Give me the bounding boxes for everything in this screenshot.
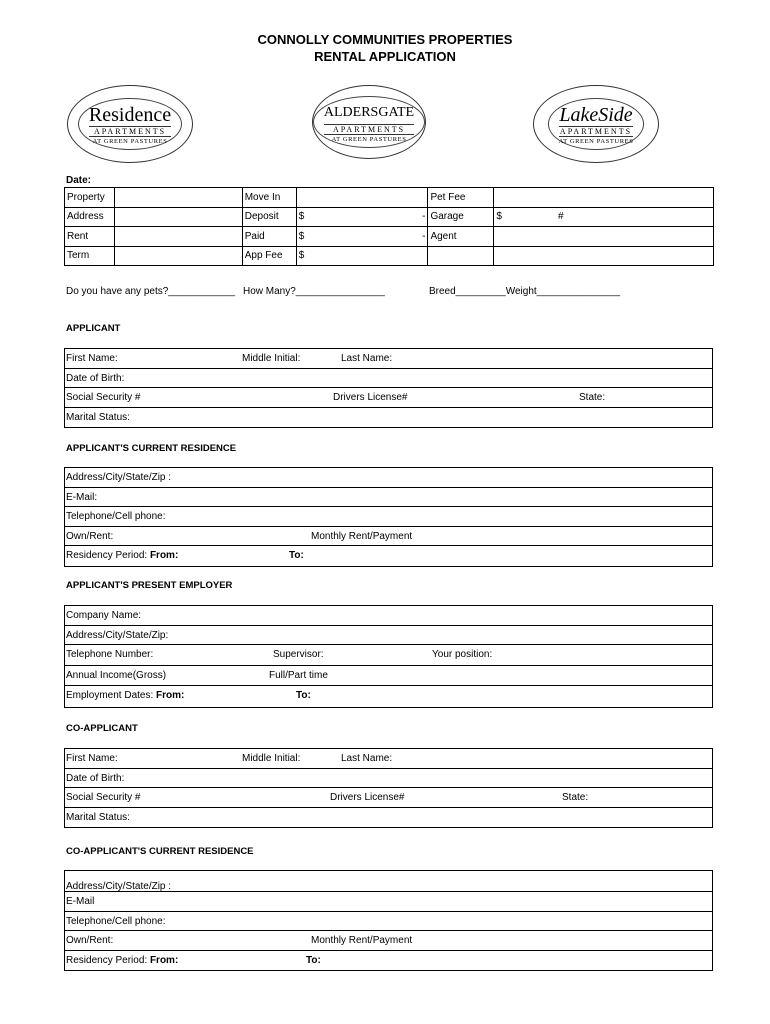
deposit-dash: - xyxy=(408,207,428,227)
monthly-rent-label: Monthly Rent/Payment xyxy=(311,935,413,946)
monthly-rent-label: Monthly Rent/Payment xyxy=(311,530,413,542)
residence-logo xyxy=(67,85,193,163)
residency-period-label xyxy=(66,550,178,561)
to-label: To: xyxy=(289,550,304,561)
table-row xyxy=(65,246,714,266)
drivers-license-label: Drivers License# xyxy=(333,392,408,403)
middle-initial-label: Middle Initial: xyxy=(242,753,301,764)
employer-address-label: Address/City/State/Zip: xyxy=(66,629,169,641)
term-field[interactable] xyxy=(114,246,242,266)
own-rent-label: Own/Rent: xyxy=(66,530,114,542)
first-name-label: First Name: xyxy=(66,753,118,764)
position-label: Your position: xyxy=(432,649,493,660)
logo-tag: AT GREEN PASTURES xyxy=(558,138,634,145)
income-label: Annual Income(Gross) xyxy=(66,670,167,681)
dates-text: Employment Dates: xyxy=(66,690,157,701)
form-subtitle: RENTAL APPLICATION xyxy=(314,49,456,64)
residence-address-row[interactable] xyxy=(65,468,712,488)
residence-box xyxy=(64,467,713,567)
dob-label: Date of Birth: xyxy=(66,372,125,384)
number-sign: # xyxy=(557,211,564,223)
ssn-label: Social Security # xyxy=(66,792,141,803)
employment-dates-row[interactable] xyxy=(65,686,712,707)
date-label: Date: xyxy=(66,175,92,186)
marital-status-label: Marital Status: xyxy=(66,411,130,423)
logo-sub: APARTMENTS xyxy=(89,126,171,137)
email-label: E-Mail xyxy=(66,896,95,907)
co-residence-box xyxy=(64,870,713,971)
period-text: Residency Period: xyxy=(66,550,150,561)
rent-label: Rent xyxy=(65,227,115,247)
own-rent-label: Own/Rent: xyxy=(66,935,114,946)
pets-breed-weight[interactable]: Breed_________Weight_______________ xyxy=(429,286,621,297)
employer-address-row[interactable] xyxy=(65,626,712,646)
pets-question[interactable]: Do you have any pets?____________ xyxy=(66,286,236,297)
full-part-label: Full/Part time xyxy=(269,670,328,681)
address-label: Address xyxy=(65,207,115,227)
state-label: State: xyxy=(579,392,606,403)
co-own-row[interactable] xyxy=(65,931,712,951)
paid-dash: - xyxy=(408,227,428,247)
residency-period-label xyxy=(66,955,178,966)
company-label: Company Name: xyxy=(66,610,142,621)
income-row[interactable] xyxy=(65,666,712,686)
state-label: State: xyxy=(562,792,589,803)
currency-sign: $ xyxy=(298,250,305,262)
logo-name: ALDERSGATE xyxy=(323,105,415,120)
telephone-label: Telephone Number: xyxy=(66,649,154,660)
deposit-field[interactable] xyxy=(296,207,408,227)
paid-field[interactable] xyxy=(296,227,408,247)
pets-how-many[interactable]: How Many?________________ xyxy=(243,286,385,297)
phone-label: Telephone/Cell phone: xyxy=(66,915,166,927)
middle-initial-label: Middle Initial: xyxy=(242,353,301,364)
from-label: From: xyxy=(149,550,179,561)
app-fee-field[interactable] xyxy=(296,246,428,266)
from-label: From: xyxy=(156,690,185,701)
deposit-label: Deposit xyxy=(242,207,296,227)
ssn-label: Social Security # xyxy=(66,392,141,403)
company-row[interactable] xyxy=(65,606,712,626)
app-fee-label: App Fee xyxy=(242,246,296,266)
co-applicant-heading: CO-APPLICANT xyxy=(66,723,138,734)
marital-status-label: Marital Status: xyxy=(66,811,130,823)
pet-fee-label: Pet Fee xyxy=(428,188,494,208)
form-title: CONNOLLY COMMUNITIES PROPERTIES xyxy=(257,32,513,47)
last-name-label: Last Name: xyxy=(341,353,393,364)
agent-field[interactable] xyxy=(494,227,714,247)
aldersgate-logo xyxy=(312,85,426,159)
first-name-label: First Name: xyxy=(66,353,118,364)
table-row xyxy=(65,188,714,208)
blank-cell xyxy=(494,246,714,266)
phone-label: Telephone/Cell phone: xyxy=(66,511,166,522)
address-label: Address/City/State/Zip : xyxy=(66,472,172,483)
property-label: Property xyxy=(65,188,115,208)
drivers-license-label: Drivers License# xyxy=(330,792,405,803)
property-table xyxy=(64,187,714,266)
currency-sign: $ xyxy=(298,230,305,242)
residence-own-row[interactable] xyxy=(65,527,712,547)
co-dob-row[interactable] xyxy=(65,769,712,789)
from-label: From: xyxy=(149,954,179,966)
employer-box xyxy=(64,605,713,708)
co-residence-heading: CO-APPLICANT'S CURRENT RESIDENCE xyxy=(66,846,254,857)
garage-label: Garage xyxy=(428,207,494,227)
co-name-row[interactable] xyxy=(65,749,712,769)
applicant-name-row[interactable] xyxy=(65,349,712,369)
co-applicant-box xyxy=(64,748,713,828)
applicant-dob-row[interactable] xyxy=(65,369,712,389)
co-address-row[interactable] xyxy=(65,871,712,892)
logo-tag: AT GREEN PASTURES xyxy=(331,136,407,143)
period-text: Residency Period: xyxy=(66,954,150,966)
residence-period-row[interactable] xyxy=(65,546,712,566)
table-row xyxy=(65,227,714,247)
address-field[interactable] xyxy=(114,207,242,227)
table-row xyxy=(65,207,714,227)
currency-sign: $ xyxy=(496,211,502,223)
logo-name: Residence xyxy=(88,104,172,126)
residence-heading: APPLICANT'S CURRENT RESIDENCE xyxy=(66,443,237,454)
lakeside-logo xyxy=(533,85,659,163)
co-period-row[interactable] xyxy=(65,951,712,971)
garage-field[interactable] xyxy=(494,207,714,227)
residence-email-row[interactable] xyxy=(65,488,712,508)
employment-dates-label xyxy=(66,690,184,701)
co-phone-row[interactable] xyxy=(65,912,712,932)
term-label: Term xyxy=(65,246,115,266)
pet-fee-field[interactable] xyxy=(494,188,714,208)
applicant-heading: APPLICANT xyxy=(66,323,121,334)
logo-sub: APARTMENTS xyxy=(559,127,633,136)
to-label: To: xyxy=(306,954,321,966)
employer-heading: APPLICANT'S PRESENT EMPLOYER xyxy=(66,580,233,591)
co-ssn-row[interactable] xyxy=(65,788,712,808)
logo-sub: APARTMENTS xyxy=(324,124,414,135)
applicant-box xyxy=(64,348,713,428)
applicant-ssn-row[interactable] xyxy=(65,388,712,408)
currency-sign: $ xyxy=(298,211,305,223)
employer-phone-row[interactable] xyxy=(65,645,712,666)
property-field[interactable] xyxy=(114,188,242,208)
last-name-label: Last Name: xyxy=(341,753,393,764)
move-in-field[interactable] xyxy=(296,188,428,208)
residence-phone-row[interactable] xyxy=(65,507,712,527)
dob-label: Date of Birth: xyxy=(66,772,125,784)
logo-name: LakeSide xyxy=(559,104,633,126)
blank-cell xyxy=(428,246,494,266)
agent-label: Agent xyxy=(428,227,494,247)
co-marital-row[interactable] xyxy=(65,808,712,828)
to-label: To: xyxy=(296,690,311,701)
co-email-row[interactable] xyxy=(65,892,712,912)
address-label: Address/City/State/Zip : xyxy=(66,881,172,892)
rent-field[interactable] xyxy=(114,227,242,247)
applicant-marital-row[interactable] xyxy=(65,408,712,428)
logo-tag: AT GREEN PASTURES xyxy=(92,138,168,145)
email-label: E-Mail: xyxy=(66,491,98,503)
paid-label: Paid xyxy=(242,227,296,247)
supervisor-label: Supervisor: xyxy=(273,649,324,660)
move-in-label: Move In xyxy=(242,188,296,208)
